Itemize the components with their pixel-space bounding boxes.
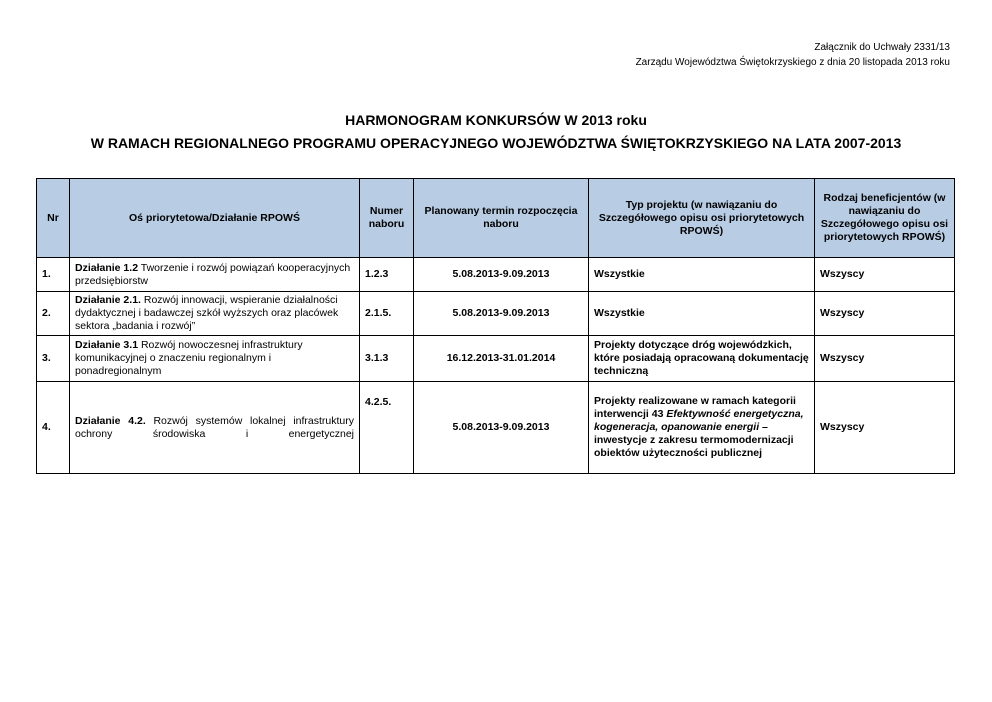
column-header-axis: Oś priorytetowa/Działanie RPOWŚ: [70, 179, 360, 258]
action-name: Działanie 2.1.: [75, 294, 141, 306]
action-description: Rozwój nowoczesnej infrastruktury komunikacyjnej o znaczeniu regionalnym i ponadregionalnym: [75, 339, 303, 377]
row-beneficiaries: Wszyscy: [815, 336, 955, 382]
action-description: Rozwój innowacji, wspieranie działalności dydaktycznej i badawczej szkół wyższych oraz placówek sektora „badania i rozwój”: [75, 294, 339, 332]
table-row: [37, 382, 955, 474]
table-header-row: [37, 179, 955, 258]
title-line-1: HARMONOGRAM KONKURSÓW W 2013 roku: [345, 112, 647, 128]
row-number: 2.1.5.: [360, 292, 414, 336]
annex-note: [636, 40, 950, 70]
action-description: Tworzenie i rozwój powiązań kooperacyjnych przedsiębiorstw: [75, 261, 351, 287]
schedule-table: [36, 178, 955, 474]
row-beneficiaries: Wszyscy: [815, 382, 955, 474]
row-action: [70, 382, 360, 474]
row-number: 3.1.3: [360, 336, 414, 382]
column-header-number: Numer naboru: [360, 179, 414, 258]
table-row: [37, 336, 955, 382]
row-beneficiaries: Wszyscy: [815, 292, 955, 336]
row-action: [70, 336, 360, 382]
row-beneficiaries: Wszyscy: [815, 258, 955, 292]
document-title: [0, 109, 992, 155]
annex-line-2: Zarządu Województwa Świętokrzyskiego z dnia 20 listopada 2013 roku: [635, 57, 950, 68]
row-type: Wszystkie: [589, 258, 815, 292]
column-header-nr: Nr: [37, 179, 70, 258]
column-header-date: Planowany termin rozpoczęcia naboru: [414, 179, 589, 258]
column-header-beneficiaries: Rodzaj beneficjentów (w nawiązaniu do Szczegółowego opisu osi priorytetowych RPOWŚ): [815, 179, 955, 258]
row-type: Wszystkie: [589, 292, 815, 336]
action-name: Działanie 4.2.: [75, 414, 146, 427]
type-category-name: Efektywność energetyczna, kogeneracja, opanowanie energii: [594, 408, 804, 433]
table-row: [37, 292, 955, 336]
row-action: [70, 292, 360, 336]
row-type: Projekty dotyczące dróg wojewódzkich, które posiadają opracowaną dokumentację techniczną: [589, 336, 815, 382]
row-nr: 4.: [37, 382, 70, 474]
row-type: [589, 382, 815, 474]
table-row: [37, 258, 955, 292]
row-action: [70, 258, 360, 292]
row-nr: 3.: [37, 336, 70, 382]
row-date: 5.08.2013-9.09.2013: [414, 258, 589, 292]
row-date: 5.08.2013-9.09.2013: [414, 292, 589, 336]
type-text-end: – inwestycje z zakresu termomodernizacji obiektów użyteczności publicznej: [594, 421, 794, 459]
type-text-start: Projekty realizowane w ramach kategorii interwencji 43: [594, 395, 796, 420]
annex-line-1: Załącznik do Uchwały 2331/13: [814, 42, 950, 53]
row-nr: 2.: [37, 292, 70, 336]
row-date: 16.12.2013-31.01.2014: [414, 336, 589, 382]
title-line-2: W RAMACH REGIONALNEGO PROGRAMU OPERACYJNEGO WOJEWÓDZTWA ŚWIĘTOKRZYSKIEGO NA LATA 2007-2013: [90, 135, 902, 151]
row-number: 1.2.3: [360, 258, 414, 292]
action-description: Rozwój systemów lokalnej infrastruktury ochrony środowiska i energetycznej: [75, 414, 354, 440]
row-number: 4.2.5.: [360, 382, 414, 474]
action-name: Działanie 1.2: [75, 261, 139, 274]
action-name: Działanie 3.1: [75, 339, 139, 351]
row-nr: 1.: [37, 258, 70, 292]
row-date: 5.08.2013-9.09.2013: [414, 382, 589, 474]
column-header-type: Typ projektu (w nawiązaniu do Szczegółowego opisu osi priorytetowych RPOWŚ): [589, 179, 815, 258]
